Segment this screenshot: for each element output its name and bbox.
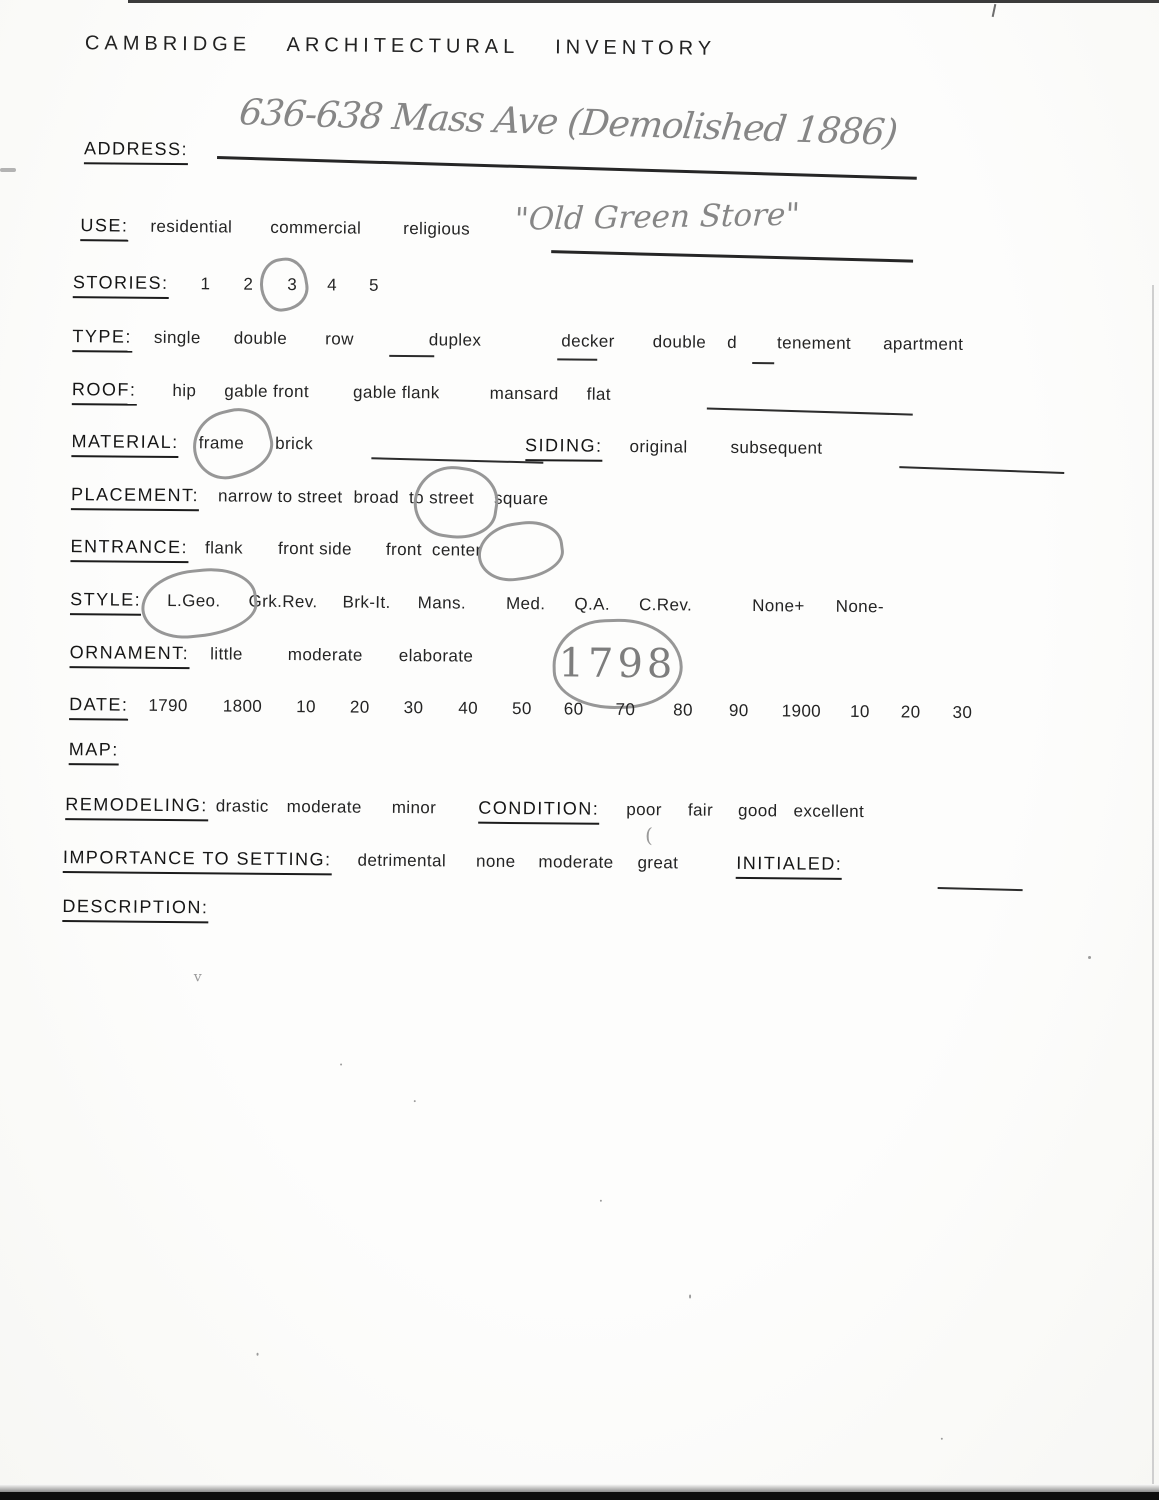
option-stories-3: 3 <box>287 274 298 295</box>
option-type-double-2: double <box>652 332 707 352</box>
option-condition-fair: fair <box>687 800 714 820</box>
option-importance-great: great <box>637 853 679 873</box>
option-importance-detrimental: detrimental <box>357 850 447 871</box>
option-style-grkrev: Grk.Rev. <box>248 591 318 612</box>
field-map <box>69 739 119 765</box>
ruled-line-address <box>217 156 917 180</box>
option-date-1910: 10 <box>849 701 870 722</box>
scan-speck <box>600 1200 602 1202</box>
option-stories-5: 5 <box>368 275 379 295</box>
scan-edge-dash <box>0 168 16 172</box>
option-type-d: d <box>727 332 738 352</box>
field-label-remodeling: REMODELING: <box>65 794 208 821</box>
field-remodeling <box>65 794 864 827</box>
option-importance-moderate: moderate <box>538 852 614 872</box>
field-label-address: ADDRESS: <box>84 138 188 165</box>
scan-speck: v <box>193 969 202 986</box>
option-style-brkit: Brk-It. <box>342 592 391 612</box>
scan-speck <box>941 1438 943 1440</box>
field-label-condition: CONDITION: <box>478 798 599 825</box>
option-placement-square: square <box>493 488 549 509</box>
scan-speck <box>414 1100 416 1102</box>
blank-line-roof <box>707 408 913 416</box>
option-use-religious: religious <box>403 219 471 239</box>
scan-speck <box>689 1295 691 1299</box>
option-remodeling-minor: minor <box>391 797 437 818</box>
field-date <box>69 694 972 728</box>
option-entrance-center: center <box>431 540 482 560</box>
option-roof-flat: flat <box>586 384 612 404</box>
option-date-1920: 20 <box>900 702 921 722</box>
option-style-lgeo: L.Geo. <box>167 590 221 611</box>
option-siding-original: original <box>629 436 688 457</box>
pencil-circle-material-frame <box>186 401 280 486</box>
pencil-circle-placement-broad <box>409 461 503 545</box>
field-label-importance: IMPORTANCE TO SETTING: <box>63 847 332 875</box>
option-ornament-little: little <box>210 644 243 664</box>
field-entrance <box>70 536 481 566</box>
scan-speck <box>257 1353 259 1356</box>
field-label-date: DATE: <box>69 694 128 721</box>
scan-speck <box>1088 956 1091 959</box>
handwritten-address: 636-638 Mass Ave (Demolished 1886) <box>237 92 900 154</box>
scan-edge-right-line <box>1152 285 1154 1488</box>
option-condition-excellent: excellent <box>793 801 865 822</box>
option-style-none-plus: None+ <box>752 596 805 616</box>
field-label-map: MAP: <box>69 739 119 765</box>
option-date-1790: 1790 <box>148 695 188 716</box>
option-placement-broad: broad <box>353 487 400 507</box>
option-roof-gable-flank: gable flank <box>352 382 440 403</box>
field-label-use: USE: <box>80 215 128 241</box>
option-type-row: row <box>325 329 354 349</box>
field-label-type: TYPE: <box>72 326 132 353</box>
option-roof-hip: hip <box>172 380 197 401</box>
option-date-70: 70 <box>615 699 636 720</box>
field-label-material: MATERIAL: <box>71 431 178 458</box>
option-remodeling-drastic: drastic <box>215 796 269 816</box>
handwritten-date-note: 1798 <box>558 640 677 688</box>
option-type-decker: decker <box>561 331 615 351</box>
field-label-ornament: ORNAMENT: <box>70 642 190 669</box>
field-stories <box>73 272 379 301</box>
option-style-med: Med. <box>505 593 546 614</box>
field-label-entrance: ENTRANCE: <box>70 536 188 563</box>
pencil-circle-style-lgeo <box>138 564 260 643</box>
option-style-none-minus: None- <box>835 596 885 617</box>
option-style-mans: Mans. <box>417 593 467 613</box>
option-date-30: 30 <box>403 698 424 718</box>
field-use <box>80 215 470 244</box>
page-title: CAMBRIDGE ARCHITECTURAL INVENTORY <box>84 32 717 60</box>
pencil-circle-stories-3 <box>256 254 312 314</box>
option-material-brick: brick <box>275 433 314 454</box>
ruled-line-use <box>551 250 913 262</box>
option-importance-none: none <box>475 851 516 872</box>
field-label-placement: PLACEMENT: <box>71 484 199 511</box>
field-label-description: DESCRIPTION: <box>62 896 208 923</box>
option-date-80: 80 <box>673 700 694 720</box>
option-date-1930: 30 <box>952 702 973 722</box>
blank-line-type-double-d <box>752 362 774 364</box>
option-date-60: 60 <box>563 699 584 719</box>
stray-pencil-mark: ( <box>644 823 654 848</box>
field-importance <box>63 847 843 880</box>
field-type <box>72 326 963 360</box>
field-label-siding: SIDING: <box>525 435 603 462</box>
option-siding-subsequent: subsequent <box>730 437 823 458</box>
option-stories-2: 2 <box>243 274 254 294</box>
option-entrance-front: front <box>385 539 423 560</box>
option-date-90: 90 <box>728 700 749 721</box>
option-remodeling-moderate: moderate <box>286 797 362 817</box>
option-ornament-elaborate: elaborate <box>398 645 474 666</box>
blank-line-initialed <box>938 887 1023 891</box>
scan-edge-top <box>128 0 1159 3</box>
blank-line-type-decker <box>557 358 597 360</box>
field-label-roof: ROOF: <box>72 379 137 406</box>
option-type-apartment: apartment <box>883 334 964 354</box>
option-date-1800: 1800 <box>222 696 263 716</box>
option-type-duplex: duplex <box>428 330 482 350</box>
option-entrance-flank: flank <box>205 538 244 558</box>
scan-edge-smudge <box>0 1484 1159 1492</box>
option-date-40: 40 <box>458 698 479 718</box>
option-style-qa: Q.A. <box>574 594 611 614</box>
field-address <box>84 138 188 165</box>
option-type-double: double <box>233 328 288 348</box>
option-condition-poor: poor <box>626 799 662 820</box>
option-type-single: single <box>153 327 201 348</box>
field-label-initialed: INITIALED: <box>736 853 842 880</box>
option-date-50: 50 <box>511 698 532 719</box>
field-roof <box>72 379 611 410</box>
field-label-stories: STORIES: <box>73 272 169 299</box>
option-condition-good: good <box>738 800 778 821</box>
option-placement-to-street: to street <box>408 488 475 508</box>
field-description <box>62 896 208 923</box>
option-stories-1: 1 <box>200 274 211 294</box>
option-date-20: 20 <box>349 697 370 717</box>
scan-edge-bottom-bar <box>0 1492 1159 1500</box>
option-ornament-moderate: moderate <box>287 645 363 665</box>
option-type-tenement: tenement <box>776 333 852 353</box>
option-style-crev: C.Rev. <box>638 595 693 615</box>
option-placement-narrow-to-street: narrow to street <box>217 486 343 507</box>
option-use-commercial: commercial <box>270 217 362 238</box>
handwritten-use: "Old Green Store" <box>513 196 801 238</box>
option-entrance-front-side: front side <box>277 538 353 559</box>
option-date-10: 10 <box>296 697 317 717</box>
option-roof-gable-front: gable front <box>224 381 310 402</box>
option-date-1900: 1900 <box>781 701 822 721</box>
option-use-residential: residential <box>150 216 233 237</box>
field-label-style: STYLE: <box>70 589 141 616</box>
blank-line-siding <box>899 466 1064 474</box>
blank-line-type-row <box>389 355 434 357</box>
pencil-circle-1798 <box>551 617 683 710</box>
option-roof-mansard: mansard <box>489 383 559 404</box>
option-stories-4: 4 <box>327 275 338 295</box>
scan-speck <box>340 1063 342 1065</box>
option-material-frame: frame <box>198 433 245 453</box>
field-ornament <box>70 642 474 672</box>
